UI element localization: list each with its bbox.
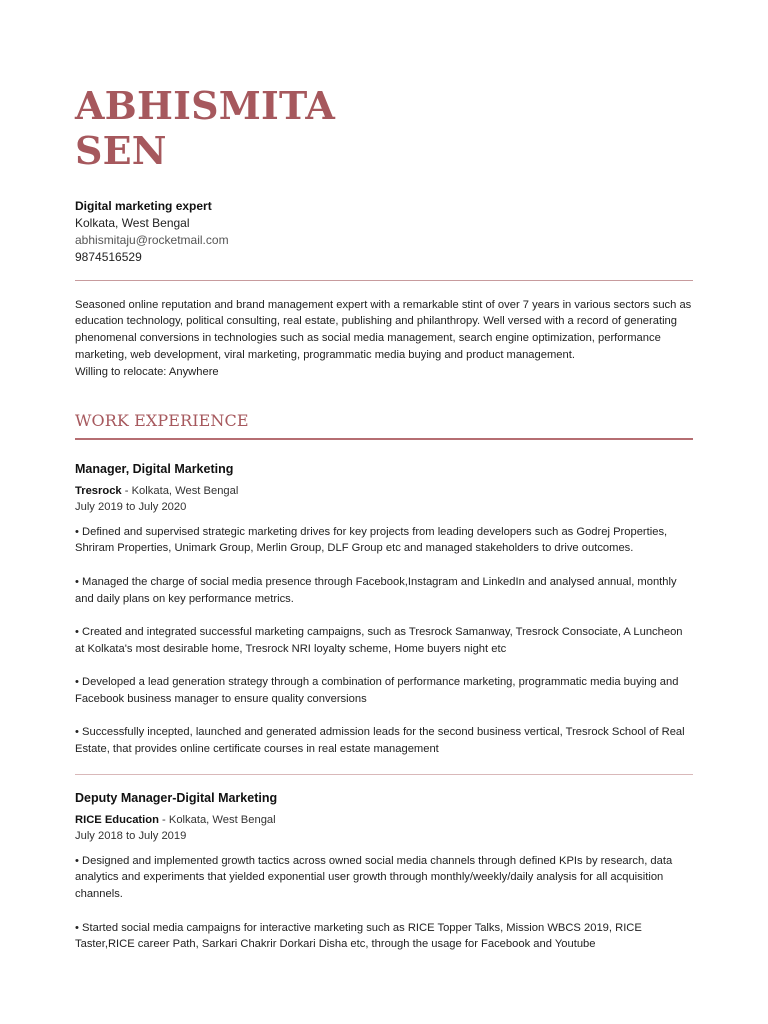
job-title: Deputy Manager-Digital Marketing — [75, 790, 278, 805]
job-company-line — [75, 483, 693, 500]
company-name: RICE Education — [75, 813, 159, 826]
job-divider — [75, 774, 693, 775]
relocation-note: Willing to relocate: Anywhere — [75, 365, 219, 378]
resume-content — [75, 84, 693, 953]
job-bullet: • Designed and implemented growth tactics across owned social media channels through defined KPIs by research, data analytics and experiments that yielded exponential user growth through monthly/weekly/daily analysis for all acquisition channels. — [75, 854, 673, 901]
header-divider — [75, 280, 693, 281]
job-bullets — [75, 524, 693, 758]
location: Kolkata, West Bengal — [75, 215, 190, 230]
job-bullet: • Created and integrated successful marketing campaigns, such as Tresrock Samanway, Tresrock Consociate, A Luncheon at Kolkata's most desirable home, Tresrock NRI loyalty scheme, Home buyers night etc — [75, 625, 683, 655]
job-entry — [75, 462, 693, 758]
job-bullet: • Successfully incepted, launched and generated admission leads for the second business vertical, Tresrock School of Real Estate, that provides online certificate courses in real estate management — [75, 726, 685, 755]
job-bullet: • Managed the charge of social media presence through Facebook,Instagram and LinkedIn and analysed annual, monthly and daily plans on key performance metrics. — [75, 575, 677, 605]
section-divider — [75, 438, 693, 440]
email-link[interactable]: abhismitaju@rocketmail.com — [75, 232, 229, 247]
job-bullet: • Started social media campaigns for interactive marketing such as RICE Topper Talks, Mission WBCS 2019, RICE Taster,RICE career Path, Sarkari Chakrir Dorkari Disha etc, through the usage for Facebook and Youtube — [75, 921, 642, 951]
candidate-name — [75, 84, 693, 174]
job-location: - Kolkata, West Bengal — [158, 813, 276, 826]
section-title-work-experience: WORK EXPERIENCE — [75, 410, 249, 430]
job-entry — [75, 791, 693, 953]
job-dates: July 2018 to July 2019 — [75, 830, 187, 843]
company-name: Tresrock — [75, 484, 122, 497]
job-bullets — [75, 853, 693, 953]
contact-block — [75, 198, 693, 266]
job-bullet: • Developed a lead generation strategy through a combination of performance marketing, programmatic media buying and Facebook business manager to ensure quality conversions — [75, 675, 679, 705]
phone-number: 9874516529 — [75, 249, 142, 264]
job-company-line — [75, 812, 693, 829]
job-bullet: • Defined and supervised strategic marketing drives for key projects from leading developers such as Godrej Properties, Shriram Properties, Unimark Group, Merlin Group, DLF Group etc and managed stakeholders to drive outcomes. — [75, 525, 668, 555]
job-title: Manager, Digital Marketing — [75, 461, 234, 476]
summary-text: Seasoned online reputation and brand management expert with a remarkable stint of over 7 years in various sectors such as education technology, political consulting, real estate, publishing and philanthropy. Well versed with a record of generating phenomenal conversions in technologies such as social media management, search engine optimization, performance marketing, web development, viral marketing, programmatic media buying and product management. — [75, 298, 692, 362]
job-meta — [75, 812, 693, 845]
first-name: ABHISMITA — [75, 83, 336, 128]
job-meta — [75, 483, 693, 516]
job-dates: July 2019 to July 2020 — [75, 501, 187, 514]
last-name: SEN — [75, 127, 167, 173]
job-location: - Kolkata, West Bengal — [121, 484, 239, 497]
headline: Digital marketing expert — [75, 198, 212, 213]
summary — [75, 297, 693, 381]
